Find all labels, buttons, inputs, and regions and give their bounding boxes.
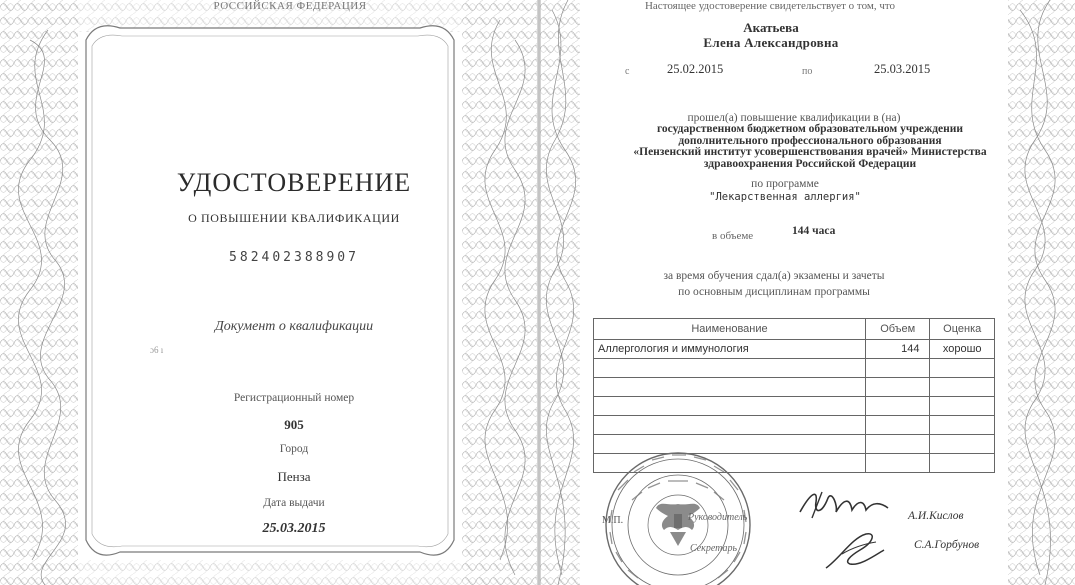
column-header-grade: Оценка: [930, 319, 995, 340]
city-label: Город: [279, 443, 309, 455]
organization-name: [633, 124, 986, 170]
table-row: [594, 397, 995, 416]
program-label: по программе: [751, 178, 819, 190]
cell-grade: [930, 397, 995, 416]
secretary-label: Секретарь: [690, 543, 738, 554]
table-header-row: [594, 319, 995, 340]
cell-volume: [865, 416, 929, 435]
secretary-name: С.А.Горбунов: [914, 539, 980, 551]
period-from-label: с: [625, 66, 630, 77]
cell-volume: [865, 378, 929, 397]
russian-eagle-emblem-icon: [656, 504, 700, 546]
column-header-name: Наименование: [594, 319, 866, 340]
exam-text-line: за время обучения сдал(а) экзамены и зачеты: [663, 270, 885, 282]
registration-label: Регистрационный номер: [233, 392, 355, 404]
cell-grade: [930, 416, 995, 435]
head-name: А.И.Кислов: [908, 510, 964, 522]
exam-text-line: по основным дисциплинам программы: [678, 286, 870, 298]
volume-label: в объеме: [712, 230, 754, 242]
cell-volume: [865, 454, 929, 473]
official-round-stamp-icon: [598, 430, 758, 585]
organization-line: здравоохранения Российской Федерации: [703, 157, 917, 170]
document-number: 582402388907: [229, 250, 359, 265]
table-row: [594, 340, 995, 359]
cell-grade: [930, 359, 995, 378]
country-label: РОССИЙСКАЯ ФЕДЕРАЦИЯ: [213, 0, 367, 12]
cell-grade: [930, 435, 995, 454]
organization-line: «Пензенский институт усовершенствования врачей» Министерства: [633, 146, 987, 158]
holder-surname: Акатьева: [743, 20, 799, 35]
cell-volume: [865, 397, 929, 416]
document-kind: Документ о квалификации: [214, 319, 374, 334]
handwritten-mark: ɔ6 ‍ı: [150, 345, 164, 355]
cell-discipline: [594, 359, 866, 378]
cell-discipline: [594, 397, 866, 416]
volume-value: 144 часа: [792, 225, 836, 237]
column-header-volume: Объем: [865, 319, 929, 340]
holder-given-names: Елена Александровна: [703, 35, 839, 50]
registration-number: 905: [284, 417, 304, 432]
stamp-place-label: М.П.: [602, 515, 624, 526]
right-page: [540, 0, 1075, 585]
cell-grade: хорошо: [930, 340, 995, 359]
organization-line: дополнительного профессионального образования: [678, 134, 942, 147]
passed-training-text: прошел(а) повышение квалификации в (на): [687, 112, 901, 124]
table-row: [594, 378, 995, 397]
document-title: УДОСТОВЕРЕНИЕ: [176, 168, 412, 197]
program-name: "Лекарственная аллергия": [709, 191, 861, 203]
certificate-intro: Настоящее удостоверение свидетельствует о том, что: [644, 0, 896, 12]
document-subtitle: О ПОВЫШЕНИИ КВАЛИФИКАЦИИ: [188, 211, 400, 225]
cell-grade: [930, 454, 995, 473]
cell-volume: [865, 435, 929, 454]
cell-grade: [930, 378, 995, 397]
cell-discipline: [594, 378, 866, 397]
cell-discipline: Аллергология и иммунология: [594, 340, 866, 359]
cell-volume: [865, 359, 929, 378]
issue-date-value: 25.03.2015: [262, 521, 326, 536]
head-signature-icon: [792, 484, 892, 524]
head-label: Руководитель: [688, 512, 748, 523]
table-row: [594, 359, 995, 378]
organization-line: государственном бюджетном образовательном учреждении: [656, 123, 964, 135]
period-end-date: 25.03.2015: [874, 62, 931, 76]
period-to-label: по: [802, 66, 813, 77]
secretary-signature-icon: [820, 528, 890, 574]
city-value: Пенза: [277, 469, 311, 484]
issue-date-label: Дата выдачи: [263, 497, 325, 509]
period-start-date: 25.02.2015: [667, 62, 724, 76]
cell-volume: 144: [865, 340, 929, 359]
